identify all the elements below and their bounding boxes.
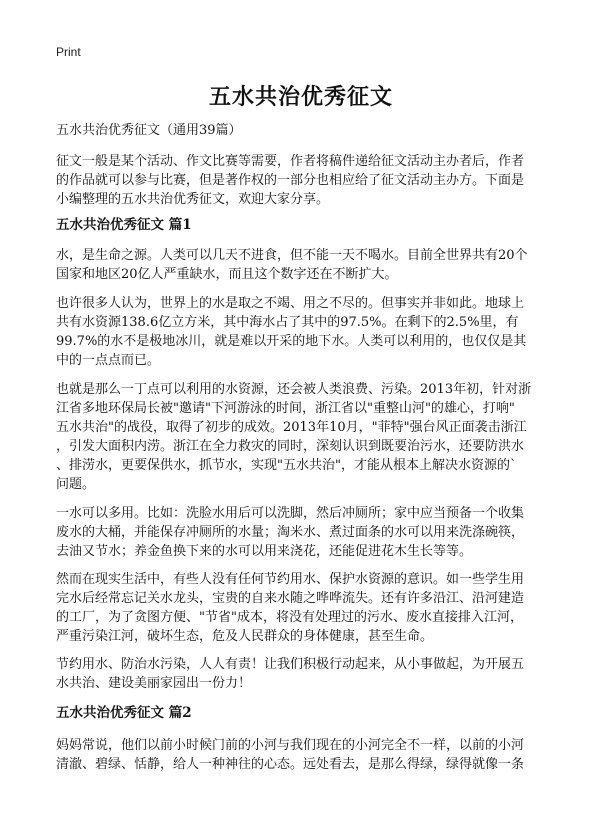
document-subtitle: 五水共治优秀征文（通用39篇）	[56, 123, 242, 138]
paragraph-line: 也许很多人认为，世界上的水是取之不竭、用之不尽的。但事实并非如此。地球上	[56, 296, 525, 311]
paragraph-line: 妈妈常说，他们以前小时候门前的小河与我们现在的小河完全不一样，以前的小河	[56, 738, 525, 753]
paragraph-line: ，引发大面积内涝。浙江在全力救灾的同时，深刻认识到既要治污水，还要防洪水	[56, 439, 525, 454]
paragraph-line: 清澈、碧绿、恬静，给人一种神往的心态。远处看去，是那么得绿，绿得就像一条	[56, 757, 525, 772]
section-heading-2: 五水共治优秀征文 篇2	[56, 705, 192, 721]
paragraph	[56, 736, 546, 774]
paragraph-line: 、排涝水，更要保供水，抓节水，实现"五水共治"，才能从根本上解决水资源的`	[56, 458, 517, 473]
paragraph	[56, 504, 546, 561]
paragraph-line: 完水后经常忘记关水龙头，宝贵的自来水随之哗哗流失。还有许多沿江、沿河建造	[56, 591, 525, 606]
paragraph-line: 严重污染江河，破坏生态，危及人民群众的身体健康，甚至生命。	[56, 629, 434, 644]
paragraph-line: 然而在现实生活中，有些人没有任何节约用水、保护水资源的意识。如一些学生用	[56, 572, 525, 587]
paragraph-line: 中的一点点而已。	[56, 353, 161, 368]
intro-line: 征文一般是某个活动、作文比赛等需要，作者将稿件递给征文活动主办者后，作者	[56, 154, 525, 169]
page-title: 五水共治优秀征文	[208, 84, 393, 110]
paragraph-line: 问题。	[56, 477, 96, 492]
intro-paragraph	[56, 152, 546, 209]
paragraph-line: 的工厂，为了贪图方便、"节省"成本，将没有处理过的污水、废水直接排入江河，	[56, 610, 523, 625]
print-link[interactable]: Print	[56, 45, 81, 59]
intro-line: 的作品就可以参与比赛，但是著作权的一部分也相应给了征文活动主办方。下面是	[56, 173, 525, 188]
paragraph-line: 也就是那么一丁点可以利用的水资源，还会被人类浪费、污染。2013年初，针对浙	[56, 382, 532, 397]
paragraph	[56, 246, 546, 284]
paragraph-line: 一水可以多用。比如：洗脸水用后可以洗脚，然后冲厕所；家中应当预备一个收集	[56, 506, 525, 521]
paragraph	[56, 380, 546, 494]
section-heading-1: 五水共治优秀征文 篇1	[56, 217, 192, 233]
paragraph-line: 节约用水、防治水污染，人人有责！让我们积极行动起来，从小事做起，为开展五	[56, 657, 525, 672]
paragraph	[56, 570, 546, 646]
paragraph	[56, 655, 546, 693]
intro-line: 小编整理的五水共治优秀征文，欢迎大家分享。	[56, 192, 330, 207]
paragraph-line: 共有水资源138.6亿立方米，其中海水占了其中的97.5%。在剩下的2.5%里，有	[56, 315, 519, 330]
paragraph-line: 五水共治"的战役，取得了初步的成效。2013年10月，"菲特"强台风正面袭击浙江	[56, 420, 527, 435]
paragraph-line: 去油又节水；养金鱼换下来的水可以用来浇花，还能促进花木生长等等。	[56, 544, 473, 559]
paragraph-line: 国家和地区20亿人严重缺水，而且这个数字还在不断扩大。	[56, 267, 398, 282]
paragraph-line: 99.7%的水不是极地冰川，就是难以开采的地下水。人类可以利用的，也仅仅是其	[56, 334, 527, 349]
paragraph	[56, 294, 546, 370]
paragraph-line: 水共治、建设美丽家园出一份力！	[56, 676, 252, 691]
paragraph-line: 废水的大桶，并能保存冲厕所的水量；淘米水、煮过面条的水可以用来洗涤碗筷，	[56, 525, 525, 540]
paragraph-line: 江省多地环保局长被"邀请"下河游泳的时间，浙江省以"重整山河"的雄心，打响"	[56, 401, 515, 416]
paragraph-line: 水，是生命之源。人类可以几天不进食，但不能一天不喝水。目前全世界共有20个	[56, 248, 528, 263]
